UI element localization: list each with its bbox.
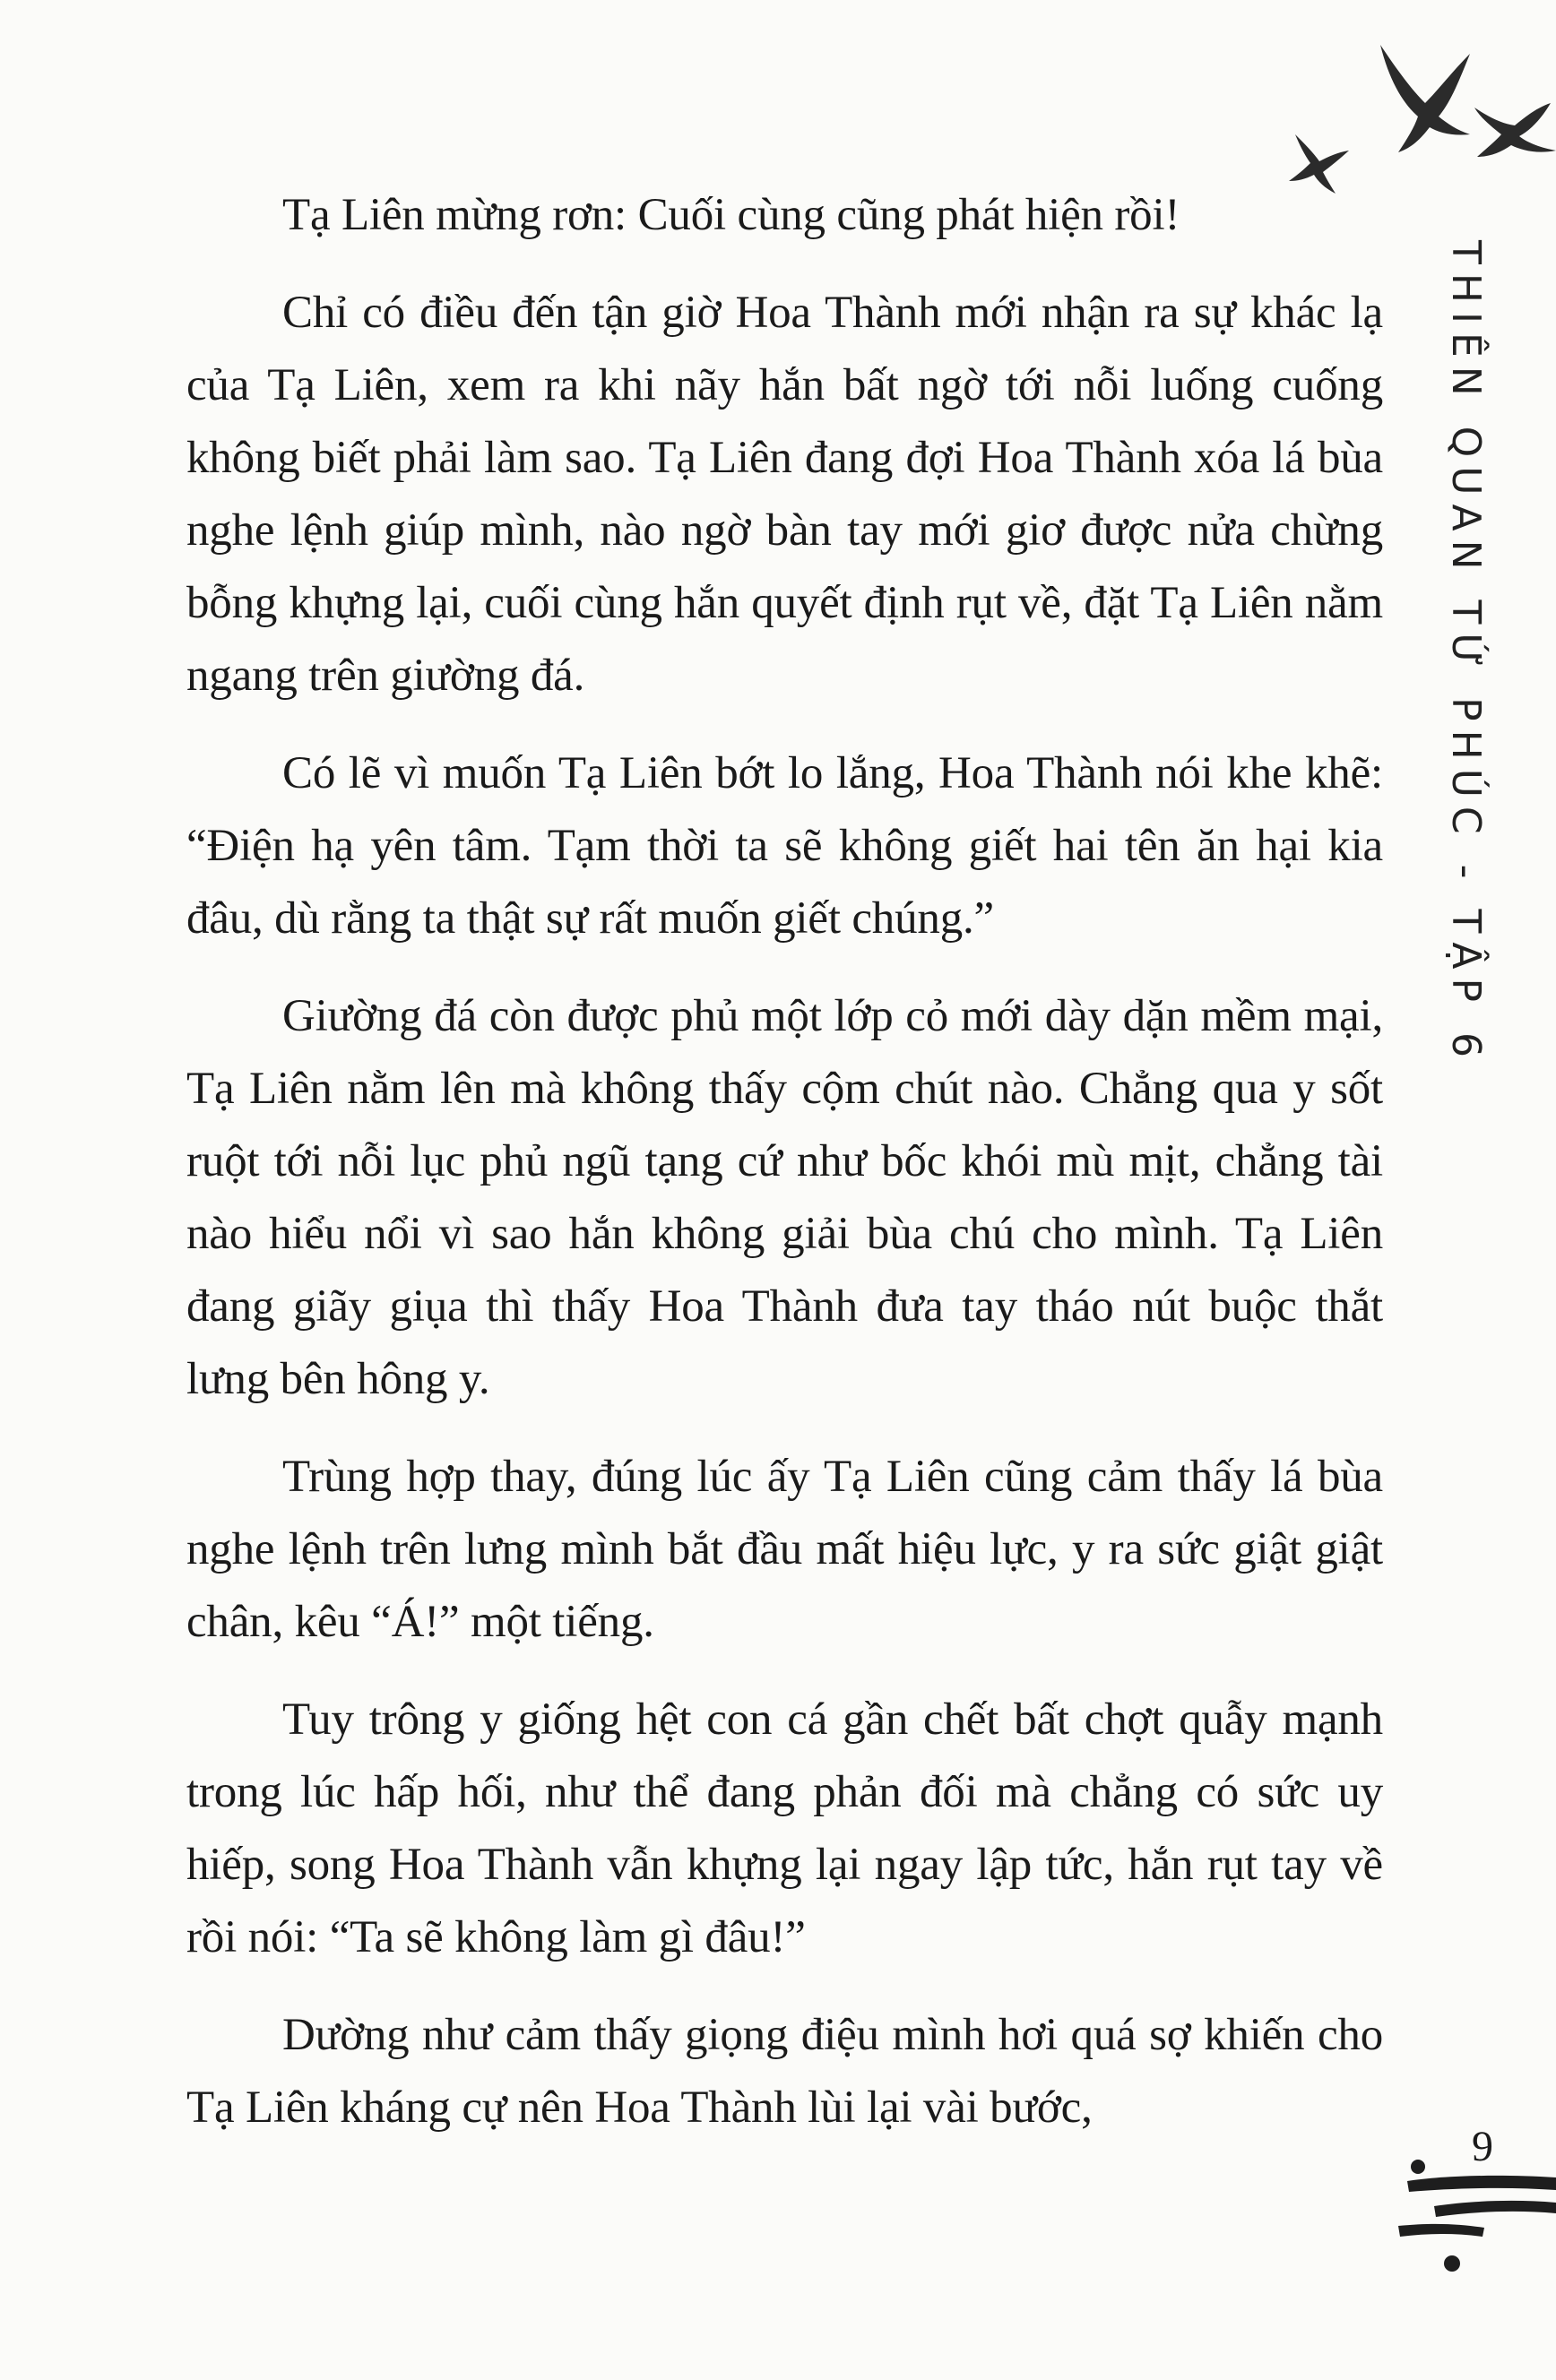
ink-brush-icon: [1398, 2151, 1556, 2276]
birds-icon: [1246, 18, 1556, 206]
paragraph: Dường như cảm thấy giọng điệu mình hơi quá sợ khiến cho Tạ Liên kháng cự nên Hoa Thành lùi lại vài bước,: [186, 2010, 1383, 2133]
running-title: THIÊN QUAN TỨ PHÚC - TẬP 6: [1443, 240, 1489, 1066]
paragraph: Có lẽ vì muốn Tạ Liên bớt lo lắng, Hoa Thành nói khe khẽ: “Điện hạ yên tâm. Tạm thời ta sẽ không giết hai tên ăn hại kia đâu, dù rằng ta thật sự rất muốn giết chúng.”: [186, 748, 1383, 944]
body-text: [186, 179, 1383, 2169]
paragraph: Giường đá còn được phủ một lớp cỏ mới dày dặn mềm mại, Tạ Liên nằm lên mà không thấy cộm chút nào. Chẳng qua y sốt ruột tới nỗi lục phủ ngũ tạng cứ như bốc khói mù mịt, chẳng tài nào hiểu nổi vì sao hắn không giải bùa chú cho mình. Tạ Liên đang giãy giụa thì thấy Hoa Thành đưa tay tháo nút buộc thắt lưng bên hông y.: [186, 991, 1383, 1404]
page-number: 9: [1472, 2123, 1493, 2170]
paragraph: Trùng hợp thay, đúng lúc ấy Tạ Liên cũng cảm thấy lá bùa nghe lệnh trên lưng mình bắt đầu mất hiệu lực, y ra sức giật giật chân, kêu “Á!” một tiếng.: [186, 1452, 1383, 1647]
paragraph: Tạ Liên mừng rơn: Cuối cùng cũng phát hiện rồi!: [282, 190, 1180, 240]
paragraph: Chỉ có điều đến tận giờ Hoa Thành mới nhận ra sự khác lạ của Tạ Liên, xem ra khi nãy hắn bất ngờ tới nỗi luống cuống không biết phải làm sao. Tạ Liên đang đợi Hoa Thành xóa lá bùa nghe lệnh giúp mình, nào ngờ bàn tay mới giơ được nửa chừng bỗng khựng lại, cuối cùng hắn quyết định rụt về, đặt Tạ Liên nằm ngang trên giường đá.: [186, 288, 1383, 701]
paragraph: Tuy trông y giống hệt con cá gần chết bất chợt quẫy mạnh trong lúc hấp hối, như thể đang phản đối mà chẳng có sức uy hiếp, song Hoa Thành vẫn khựng lại ngay lập tức, hắn rụt tay về rồi nói: “Ta sẽ không làm gì đâu!”: [186, 1694, 1383, 1962]
